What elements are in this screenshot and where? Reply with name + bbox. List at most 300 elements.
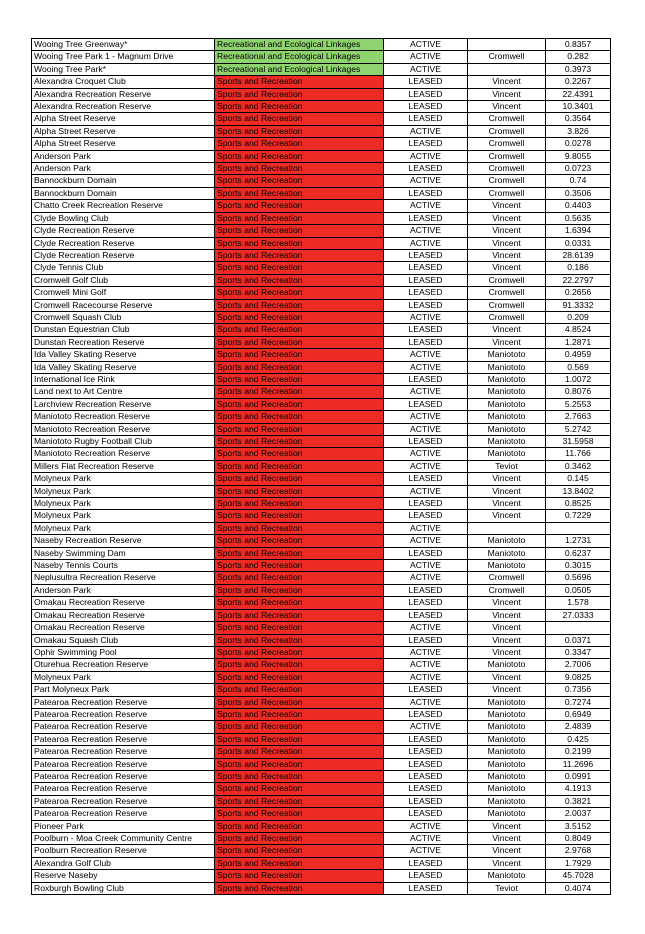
- area-cell: 0.7356: [546, 684, 611, 696]
- area-cell: 9.0825: [546, 671, 611, 683]
- status-cell: LEASED: [384, 634, 468, 646]
- ward-cell: Maniototo: [468, 770, 546, 782]
- table-row: [32, 671, 611, 683]
- reserve-name-cell: Patearoa Recreation Reserve: [32, 733, 215, 745]
- ward-cell: Vincent: [468, 76, 546, 88]
- ward-cell: Vincent: [468, 820, 546, 832]
- table-row: [32, 560, 611, 572]
- reserve-name-cell: Alpha Street Reserve: [32, 138, 215, 150]
- area-cell: 0.8076: [546, 386, 611, 398]
- ward-cell: Vincent: [468, 485, 546, 497]
- category-cell: Sports and Recreation: [215, 212, 384, 224]
- reserve-name-cell: Patearoa Recreation Reserve: [32, 721, 215, 733]
- category-cell: Sports and Recreation: [215, 187, 384, 199]
- table-row: [32, 51, 611, 63]
- area-cell: 27.0333: [546, 609, 611, 621]
- reserve-name-cell: Alexandra Recreation Reserve: [32, 101, 215, 113]
- category-cell: Sports and Recreation: [215, 76, 384, 88]
- table-row: [32, 770, 611, 782]
- ward-cell: Cromwell: [468, 150, 546, 162]
- table-row: [32, 125, 611, 137]
- reserve-name-cell: Bannockburn Domain: [32, 187, 215, 199]
- area-cell: 5.2553: [546, 398, 611, 410]
- area-cell: 0.0371: [546, 634, 611, 646]
- ward-cell: Cromwell: [468, 584, 546, 596]
- reserve-name-cell: Wooing Tree Park 1 - Magnum Drive: [32, 51, 215, 63]
- status-cell: LEASED: [384, 684, 468, 696]
- reserve-name-cell: Cromwell Mini Golf: [32, 287, 215, 299]
- category-cell: Sports and Recreation: [215, 411, 384, 423]
- table-row: [32, 522, 611, 534]
- reserve-name-cell: Patearoa Recreation Reserve: [32, 758, 215, 770]
- status-cell: ACTIVE: [384, 200, 468, 212]
- category-cell: Sports and Recreation: [215, 609, 384, 621]
- category-cell: Recreational and Ecological Linkages: [215, 51, 384, 63]
- table-row: [32, 510, 611, 522]
- ward-cell: Maniototo: [468, 535, 546, 547]
- ward-cell: Vincent: [468, 597, 546, 609]
- status-cell: ACTIVE: [384, 646, 468, 658]
- ward-cell: Maniototo: [468, 386, 546, 398]
- area-cell: 0.5696: [546, 572, 611, 584]
- table-row: [32, 225, 611, 237]
- reserve-name-cell: Alexandra Croquet Club: [32, 76, 215, 88]
- ward-cell: Vincent: [468, 225, 546, 237]
- status-cell: ACTIVE: [384, 460, 468, 472]
- reserve-name-cell: Neplusultra Recreation Reserve: [32, 572, 215, 584]
- ward-cell: Maniototo: [468, 783, 546, 795]
- category-cell: Sports and Recreation: [215, 237, 384, 249]
- ward-cell: Maniototo: [468, 547, 546, 559]
- reserve-name-cell: Molyneux Park: [32, 473, 215, 485]
- category-cell: Sports and Recreation: [215, 572, 384, 584]
- reserve-name-cell: Part Molyneux Park: [32, 684, 215, 696]
- table-row: [32, 150, 611, 162]
- reserve-name-cell: Patearoa Recreation Reserve: [32, 795, 215, 807]
- category-cell: Sports and Recreation: [215, 249, 384, 261]
- reserve-name-cell: Maniototo Rugby Football Club: [32, 436, 215, 448]
- area-cell: 0.0505: [546, 584, 611, 596]
- category-cell: Sports and Recreation: [215, 163, 384, 175]
- status-cell: LEASED: [384, 808, 468, 820]
- ward-cell: [468, 522, 546, 534]
- ward-cell: Vincent: [468, 212, 546, 224]
- status-cell: ACTIVE: [384, 51, 468, 63]
- area-cell: 0.0723: [546, 163, 611, 175]
- status-cell: LEASED: [384, 857, 468, 869]
- category-cell: Sports and Recreation: [215, 696, 384, 708]
- area-cell: 3.826: [546, 125, 611, 137]
- category-cell: Sports and Recreation: [215, 113, 384, 125]
- category-cell: Sports and Recreation: [215, 287, 384, 299]
- status-cell: LEASED: [384, 795, 468, 807]
- area-cell: 5.2742: [546, 423, 611, 435]
- status-cell: LEASED: [384, 336, 468, 348]
- category-cell: Sports and Recreation: [215, 746, 384, 758]
- area-cell: 0.7229: [546, 510, 611, 522]
- category-cell: Sports and Recreation: [215, 262, 384, 274]
- status-cell: ACTIVE: [384, 833, 468, 845]
- area-cell: 0.3973: [546, 63, 611, 75]
- ward-cell: Maniototo: [468, 560, 546, 572]
- table-row: [32, 485, 611, 497]
- table-row: [32, 262, 611, 274]
- table-row: [32, 163, 611, 175]
- table-row: [32, 696, 611, 708]
- status-cell: LEASED: [384, 783, 468, 795]
- ward-cell: Vincent: [468, 609, 546, 621]
- category-cell: Sports and Recreation: [215, 386, 384, 398]
- reserve-name-cell: Maniototo Recreation Reserve: [32, 448, 215, 460]
- category-cell: Sports and Recreation: [215, 349, 384, 361]
- table-row: [32, 361, 611, 373]
- status-cell: LEASED: [384, 287, 468, 299]
- table-row: [32, 870, 611, 882]
- table-row: [32, 820, 611, 832]
- status-cell: LEASED: [384, 76, 468, 88]
- table-row: [32, 398, 611, 410]
- area-cell: 1.2731: [546, 535, 611, 547]
- ward-cell: Cromwell: [468, 125, 546, 137]
- status-cell: ACTIVE: [384, 448, 468, 460]
- table-row: [32, 547, 611, 559]
- ward-cell: Cromwell: [468, 274, 546, 286]
- status-cell: LEASED: [384, 88, 468, 100]
- area-cell: 2.0037: [546, 808, 611, 820]
- reserve-name-cell: Clyde Tennis Club: [32, 262, 215, 274]
- reserve-name-cell: Clyde Recreation Reserve: [32, 225, 215, 237]
- area-cell: 0.7274: [546, 696, 611, 708]
- reserve-name-cell: Dunstan Recreation Reserve: [32, 336, 215, 348]
- ward-cell: Maniototo: [468, 721, 546, 733]
- status-cell: LEASED: [384, 249, 468, 261]
- status-cell: ACTIVE: [384, 125, 468, 137]
- table-row: [32, 498, 611, 510]
- area-cell: 11.766: [546, 448, 611, 460]
- table-row: [32, 349, 611, 361]
- table-row: [32, 336, 611, 348]
- reserve-name-cell: Wooing Tree Greenway*: [32, 39, 215, 51]
- status-cell: LEASED: [384, 870, 468, 882]
- status-cell: LEASED: [384, 212, 468, 224]
- reserve-name-cell: Alpha Street Reserve: [32, 125, 215, 137]
- area-cell: 0.569: [546, 361, 611, 373]
- status-cell: ACTIVE: [384, 572, 468, 584]
- category-cell: Sports and Recreation: [215, 770, 384, 782]
- category-cell: Sports and Recreation: [215, 560, 384, 572]
- reserve-name-cell: Larchview Recreation Reserve: [32, 398, 215, 410]
- table-row: [32, 311, 611, 323]
- reserve-name-cell: Molyneux Park: [32, 671, 215, 683]
- category-cell: Sports and Recreation: [215, 584, 384, 596]
- ward-cell: Cromwell: [468, 287, 546, 299]
- status-cell: ACTIVE: [384, 237, 468, 249]
- reserve-name-cell: Dunstan Equestrian Club: [32, 324, 215, 336]
- ward-cell: Maniototo: [468, 746, 546, 758]
- reserve-name-cell: Cromwell Squash Club: [32, 311, 215, 323]
- reserve-name-cell: Naseby Tennis Courts: [32, 560, 215, 572]
- category-cell: Sports and Recreation: [215, 423, 384, 435]
- reserve-name-cell: Omakau Recreation Reserve: [32, 597, 215, 609]
- ward-cell: Maniototo: [468, 733, 546, 745]
- table-row: [32, 721, 611, 733]
- status-cell: LEASED: [384, 882, 468, 894]
- reserve-name-cell: Naseby Swimming Dam: [32, 547, 215, 559]
- ward-cell: Vincent: [468, 684, 546, 696]
- status-cell: ACTIVE: [384, 39, 468, 51]
- area-cell: 0.209: [546, 311, 611, 323]
- reserve-name-cell: Anderson Park: [32, 163, 215, 175]
- status-cell: LEASED: [384, 187, 468, 199]
- reserve-name-cell: Chatto Creek Recreation Reserve: [32, 200, 215, 212]
- category-cell: Sports and Recreation: [215, 820, 384, 832]
- area-cell: 1.578: [546, 597, 611, 609]
- ward-cell: Maniototo: [468, 448, 546, 460]
- reserve-name-cell: Wooing Tree Park*: [32, 63, 215, 75]
- table-row: [32, 473, 611, 485]
- area-cell: 4.8524: [546, 324, 611, 336]
- category-cell: Sports and Recreation: [215, 733, 384, 745]
- status-cell: LEASED: [384, 746, 468, 758]
- category-cell: Sports and Recreation: [215, 833, 384, 845]
- status-cell: ACTIVE: [384, 349, 468, 361]
- area-cell: 9.8055: [546, 150, 611, 162]
- table-row: [32, 63, 611, 75]
- status-cell: LEASED: [384, 274, 468, 286]
- ward-cell: Vincent: [468, 857, 546, 869]
- ward-cell: Teviot: [468, 882, 546, 894]
- table-row: [32, 646, 611, 658]
- area-cell: 0.0278: [546, 138, 611, 150]
- ward-cell: Vincent: [468, 262, 546, 274]
- status-cell: LEASED: [384, 324, 468, 336]
- status-cell: LEASED: [384, 609, 468, 621]
- area-cell: 0.282: [546, 51, 611, 63]
- table-row: [32, 659, 611, 671]
- table-row: [32, 882, 611, 894]
- table-row: [32, 758, 611, 770]
- area-cell: 0.4074: [546, 882, 611, 894]
- reserve-name-cell: Land next to Art Centre: [32, 386, 215, 398]
- table-row: [32, 845, 611, 857]
- reserve-name-cell: Alexandra Golf Club: [32, 857, 215, 869]
- category-cell: Sports and Recreation: [215, 88, 384, 100]
- status-cell: LEASED: [384, 584, 468, 596]
- ward-cell: Maniototo: [468, 349, 546, 361]
- status-cell: LEASED: [384, 770, 468, 782]
- area-cell: 0.3462: [546, 460, 611, 472]
- status-cell: LEASED: [384, 733, 468, 745]
- status-cell: ACTIVE: [384, 485, 468, 497]
- reserve-name-cell: Patearoa Recreation Reserve: [32, 696, 215, 708]
- category-cell: Sports and Recreation: [215, 721, 384, 733]
- reserve-name-cell: Patearoa Recreation Reserve: [32, 708, 215, 720]
- category-cell: Sports and Recreation: [215, 870, 384, 882]
- status-cell: ACTIVE: [384, 361, 468, 373]
- reserve-name-cell: Molyneux Park: [32, 498, 215, 510]
- category-cell: Sports and Recreation: [215, 547, 384, 559]
- status-cell: LEASED: [384, 436, 468, 448]
- ward-cell: Maniototo: [468, 870, 546, 882]
- reserve-name-cell: Molyneux Park: [32, 485, 215, 497]
- reserve-name-cell: Bannockburn Domain: [32, 175, 215, 187]
- category-cell: Sports and Recreation: [215, 150, 384, 162]
- ward-cell: Maniototo: [468, 423, 546, 435]
- table-row: [32, 249, 611, 261]
- status-cell: LEASED: [384, 373, 468, 385]
- reserve-name-cell: Omakau Recreation Reserve: [32, 609, 215, 621]
- ward-cell: Maniototo: [468, 758, 546, 770]
- ward-cell: Vincent: [468, 249, 546, 261]
- ward-cell: Cromwell: [468, 187, 546, 199]
- category-cell: Sports and Recreation: [215, 101, 384, 113]
- status-cell: LEASED: [384, 473, 468, 485]
- category-cell: Sports and Recreation: [215, 398, 384, 410]
- category-cell: Sports and Recreation: [215, 622, 384, 634]
- ward-cell: [468, 63, 546, 75]
- ward-cell: Cromwell: [468, 299, 546, 311]
- ward-cell: Maniototo: [468, 398, 546, 410]
- area-cell: 0.6949: [546, 708, 611, 720]
- reserve-name-cell: Molyneux Park: [32, 510, 215, 522]
- area-cell: 13.8402: [546, 485, 611, 497]
- table-row: [32, 795, 611, 807]
- area-cell: 0.2267: [546, 76, 611, 88]
- ward-cell: Vincent: [468, 833, 546, 845]
- ward-cell: Vincent: [468, 88, 546, 100]
- area-cell: 2.7006: [546, 659, 611, 671]
- category-cell: Sports and Recreation: [215, 299, 384, 311]
- area-cell: 0.74: [546, 175, 611, 187]
- table-row: [32, 324, 611, 336]
- area-cell: 0.3506: [546, 187, 611, 199]
- table-row: [32, 746, 611, 758]
- category-cell: Sports and Recreation: [215, 808, 384, 820]
- ward-cell: Maniototo: [468, 361, 546, 373]
- area-cell: 91.3332: [546, 299, 611, 311]
- ward-cell: Vincent: [468, 101, 546, 113]
- status-cell: ACTIVE: [384, 522, 468, 534]
- table-row: [32, 411, 611, 423]
- table-row: [32, 101, 611, 113]
- ward-cell: Maniototo: [468, 696, 546, 708]
- reserve-name-cell: Roxburgh Bowling Club: [32, 882, 215, 894]
- category-cell: Sports and Recreation: [215, 361, 384, 373]
- category-cell: Sports and Recreation: [215, 460, 384, 472]
- reserve-name-cell: Oturehua Recreation Reserve: [32, 659, 215, 671]
- table-row: [32, 857, 611, 869]
- reserve-name-cell: Maniototo Recreation Reserve: [32, 423, 215, 435]
- ward-cell: Vincent: [468, 845, 546, 857]
- category-cell: Sports and Recreation: [215, 708, 384, 720]
- status-cell: ACTIVE: [384, 423, 468, 435]
- ward-cell: Teviot: [468, 460, 546, 472]
- category-cell: Recreational and Ecological Linkages: [215, 63, 384, 75]
- reserve-name-cell: Pioneer Park: [32, 820, 215, 832]
- category-cell: Sports and Recreation: [215, 758, 384, 770]
- ward-cell: Vincent: [468, 324, 546, 336]
- status-cell: LEASED: [384, 398, 468, 410]
- table-row: [32, 436, 611, 448]
- ward-cell: Maniototo: [468, 795, 546, 807]
- area-cell: 0.4403: [546, 200, 611, 212]
- category-cell: Sports and Recreation: [215, 436, 384, 448]
- table-row: [32, 138, 611, 150]
- area-cell: 0.8049: [546, 833, 611, 845]
- ward-cell: Vincent: [468, 473, 546, 485]
- reserve-name-cell: Alpha Street Reserve: [32, 113, 215, 125]
- table-row: [32, 88, 611, 100]
- table-row: [32, 733, 611, 745]
- status-cell: LEASED: [384, 597, 468, 609]
- status-cell: LEASED: [384, 101, 468, 113]
- ward-cell: Cromwell: [468, 113, 546, 125]
- category-cell: Sports and Recreation: [215, 783, 384, 795]
- reserve-name-cell: Omakau Recreation Reserve: [32, 622, 215, 634]
- area-cell: 0.0991: [546, 770, 611, 782]
- ward-cell: Cromwell: [468, 51, 546, 63]
- status-cell: ACTIVE: [384, 671, 468, 683]
- table-row: [32, 634, 611, 646]
- category-cell: Sports and Recreation: [215, 535, 384, 547]
- status-cell: ACTIVE: [384, 560, 468, 572]
- ward-cell: Vincent: [468, 336, 546, 348]
- category-cell: Sports and Recreation: [215, 274, 384, 286]
- area-cell: 0.0331: [546, 237, 611, 249]
- status-cell: LEASED: [384, 138, 468, 150]
- area-cell: 10.3401: [546, 101, 611, 113]
- ward-cell: Vincent: [468, 622, 546, 634]
- status-cell: ACTIVE: [384, 721, 468, 733]
- ward-cell: Vincent: [468, 646, 546, 658]
- status-cell: LEASED: [384, 262, 468, 274]
- reserve-name-cell: Millers Flat Recreation Reserve: [32, 460, 215, 472]
- table-row: [32, 187, 611, 199]
- reserve-name-cell: Anderson Park: [32, 584, 215, 596]
- table-row: [32, 76, 611, 88]
- ward-cell: Maniototo: [468, 411, 546, 423]
- area-cell: 22.2797: [546, 274, 611, 286]
- status-cell: ACTIVE: [384, 63, 468, 75]
- status-cell: LEASED: [384, 547, 468, 559]
- reserve-name-cell: Patearoa Recreation Reserve: [32, 783, 215, 795]
- category-cell: Sports and Recreation: [215, 882, 384, 894]
- area-cell: 0.3564: [546, 113, 611, 125]
- reserve-name-cell: Naseby Recreation Reserve: [32, 535, 215, 547]
- status-cell: ACTIVE: [384, 175, 468, 187]
- ward-cell: Cromwell: [468, 175, 546, 187]
- table-row: [32, 113, 611, 125]
- category-cell: Sports and Recreation: [215, 646, 384, 658]
- category-cell: Sports and Recreation: [215, 225, 384, 237]
- status-cell: ACTIVE: [384, 659, 468, 671]
- area-cell: 0.425: [546, 733, 611, 745]
- category-cell: Sports and Recreation: [215, 200, 384, 212]
- status-cell: ACTIVE: [384, 622, 468, 634]
- status-cell: ACTIVE: [384, 535, 468, 547]
- table-row: [32, 609, 611, 621]
- reserve-name-cell: International Ice Rink: [32, 373, 215, 385]
- ward-cell: Maniototo: [468, 659, 546, 671]
- area-cell: 3.5152: [546, 820, 611, 832]
- ward-cell: [468, 39, 546, 51]
- category-cell: Sports and Recreation: [215, 373, 384, 385]
- table-row: [32, 299, 611, 311]
- table-row: [32, 373, 611, 385]
- category-cell: Sports and Recreation: [215, 448, 384, 460]
- table-row: [32, 287, 611, 299]
- status-cell: LEASED: [384, 708, 468, 720]
